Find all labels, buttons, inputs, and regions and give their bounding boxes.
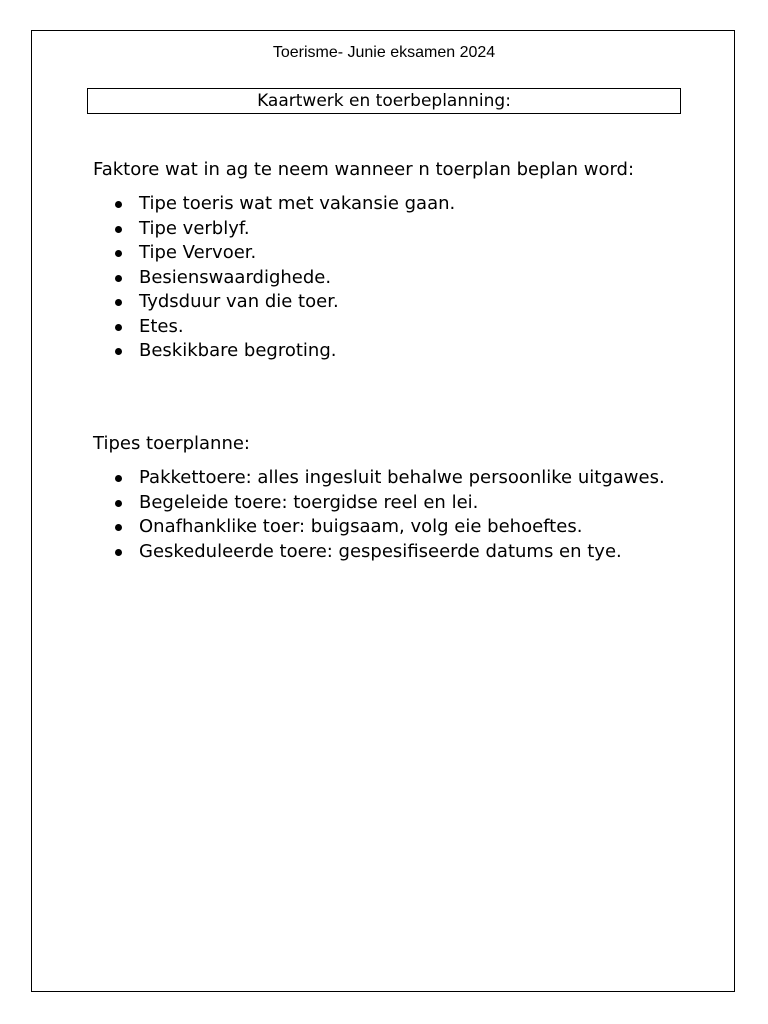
list-item: Tipe toeris wat met vakansie gaan.: [139, 192, 673, 217]
bullet-icon: [115, 250, 122, 257]
bullet-icon: [115, 524, 122, 531]
bullet-icon: [115, 299, 122, 306]
bullet-icon: [115, 475, 122, 482]
bullet-icon: [115, 275, 122, 282]
list-item: Tipe verblyf.: [139, 217, 673, 242]
list-item: Etes.: [139, 315, 673, 340]
bullet-icon: [115, 348, 122, 355]
list-item: Tipe Vervoer.: [139, 241, 673, 266]
bullet-icon: [115, 500, 122, 507]
document-title: Kaartwerk en toerbeplanning:: [87, 88, 681, 114]
tour-types-section: [93, 432, 673, 564]
list-item: Pakkettoere: alles ingesluit behalwe persoonlike uitgawes.: [139, 466, 673, 491]
factors-section: [93, 158, 673, 364]
tour-types-heading: Tipes toerplanne:: [93, 433, 250, 454]
list-item: Beskikbare begroting.: [139, 339, 673, 364]
bullet-icon: [115, 549, 122, 556]
page-header: Toerisme- Junie eksamen 2024: [272, 44, 496, 61]
list-item: Geskeduleerde toere: gespesifiseerde datums en tye.: [139, 540, 673, 565]
bullet-icon: [115, 201, 122, 208]
factors-heading: Faktore wat in ag te neem wanneer n toerplan beplan word:: [93, 159, 635, 180]
bullet-icon: [115, 226, 122, 233]
list-item: Tydsduur van die toer.: [139, 290, 673, 315]
tour-types-list: [93, 466, 673, 564]
list-item: Onafhanklike toer: buigsaam, volg eie behoeftes.: [139, 515, 673, 540]
bullet-icon: [115, 324, 122, 331]
list-item: Begeleide toere: toergidse reel en lei.: [139, 491, 673, 516]
factors-list: [93, 192, 673, 364]
list-item: Besienswaardighede.: [139, 266, 673, 291]
